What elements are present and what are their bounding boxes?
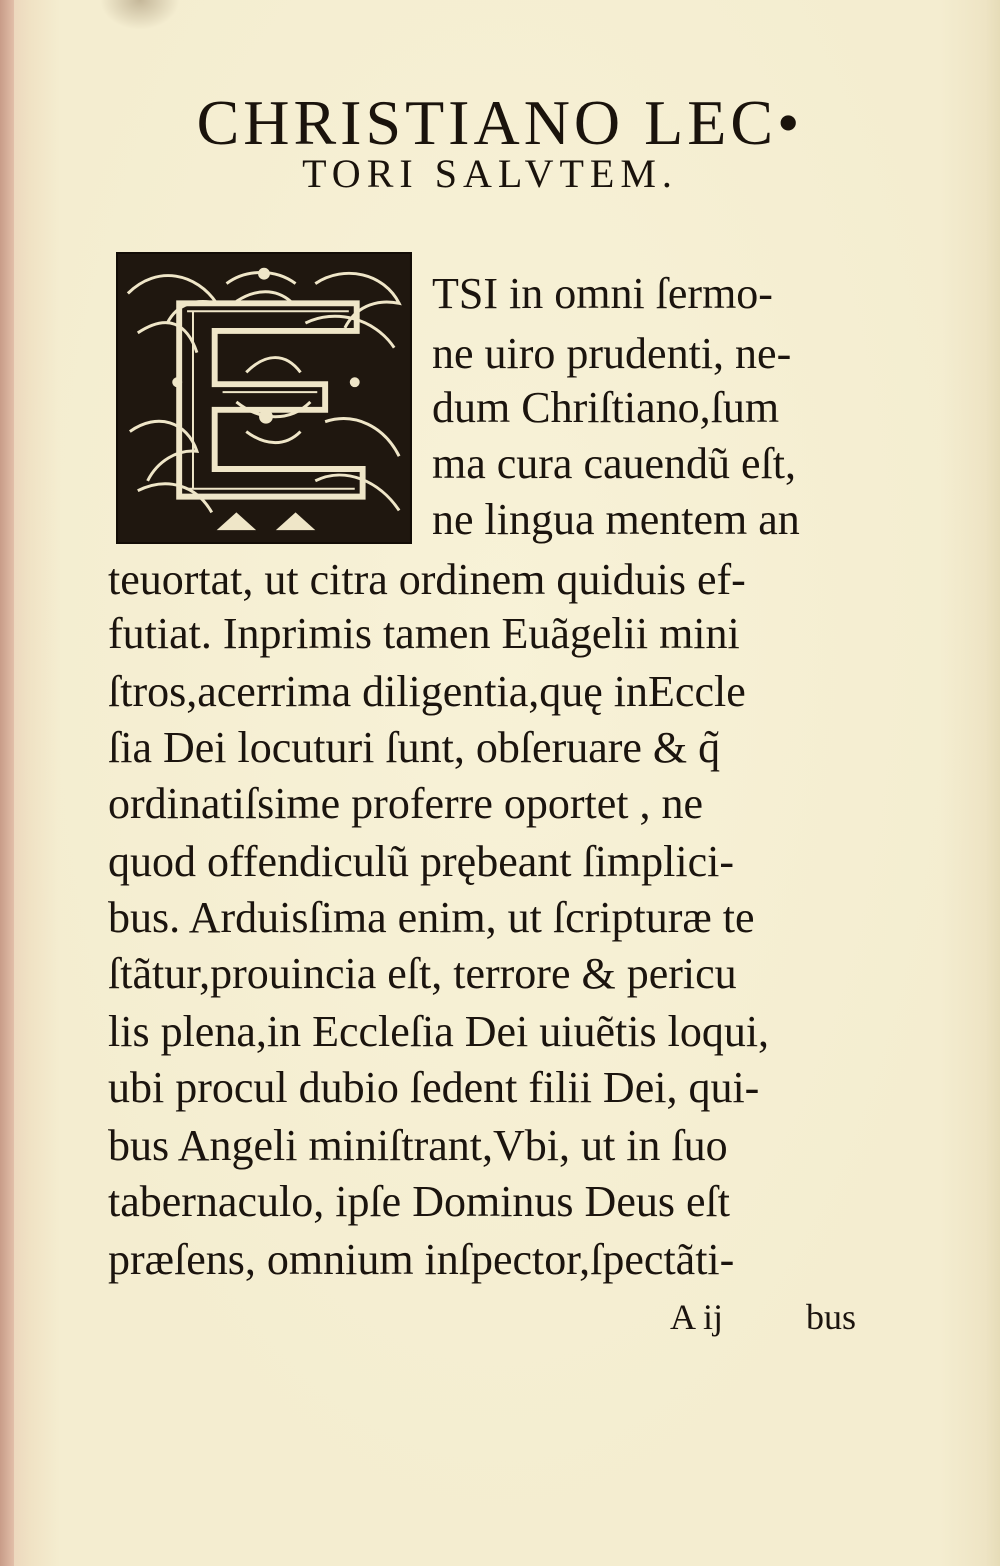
catchword: bus [806,1297,857,1337]
text-line-2: ne uiro prudenti, ne- [432,329,792,378]
woodcut-initial-e-icon [116,252,412,544]
text-line-15: ubi procul dubio ſedent filii Dei, qui- [108,1063,760,1112]
text-line-17: tabernaculo, ipſe Dominus Deus eſt [108,1177,730,1226]
heading-line-1: CHRISTIANO LEC• [196,87,804,158]
page-edge-shadow [0,0,14,1566]
text-line-12: bus. Arduisſima enim, ut ſcripturæ te [108,893,755,942]
text-line-13: ſtãtur,prouincia eſt, terrore & pericu [108,949,737,998]
text-line-11: quod offendiculũ prębeant ſimplici- [108,837,735,886]
text-line-10: ordinatiſsime proferre oportet , ne [108,779,704,828]
text-line-4: ma cura cauendũ eſt, [432,439,797,488]
text-line-3: dum Chriſtiano,ſum [432,383,780,432]
page-footer [660,1296,880,1346]
text-line-14: lis plena,in Eccleſia Dei uiuẽtis loqui, [108,1007,770,1056]
text-line-16: bus Angeli miniſtrant,Vbi, ut in ſuo [108,1121,728,1170]
paper-stain [100,0,180,30]
text-line-6: teuortat, ut citra ordinem quiduis ef- [108,555,746,604]
text-line-18: præſens, omnium inſpector,ſpectãti- [108,1235,735,1284]
text-line-9: ſia Dei locuturi ſunt, obſeruare & q̃ [108,723,721,772]
signature-mark: A ij [670,1297,724,1337]
text-line-5: ne lingua mentem an [432,495,800,544]
heading-line-2: TORI SALVTEM. [302,151,678,196]
text-line-7: futiat. Inprimis tamen Euãgelii mini [108,609,740,658]
text-line-1: TSI in omni ſermo- [432,269,773,318]
text-line-8: ſtros,acerrima diligentia,quę inEccle [108,667,746,716]
